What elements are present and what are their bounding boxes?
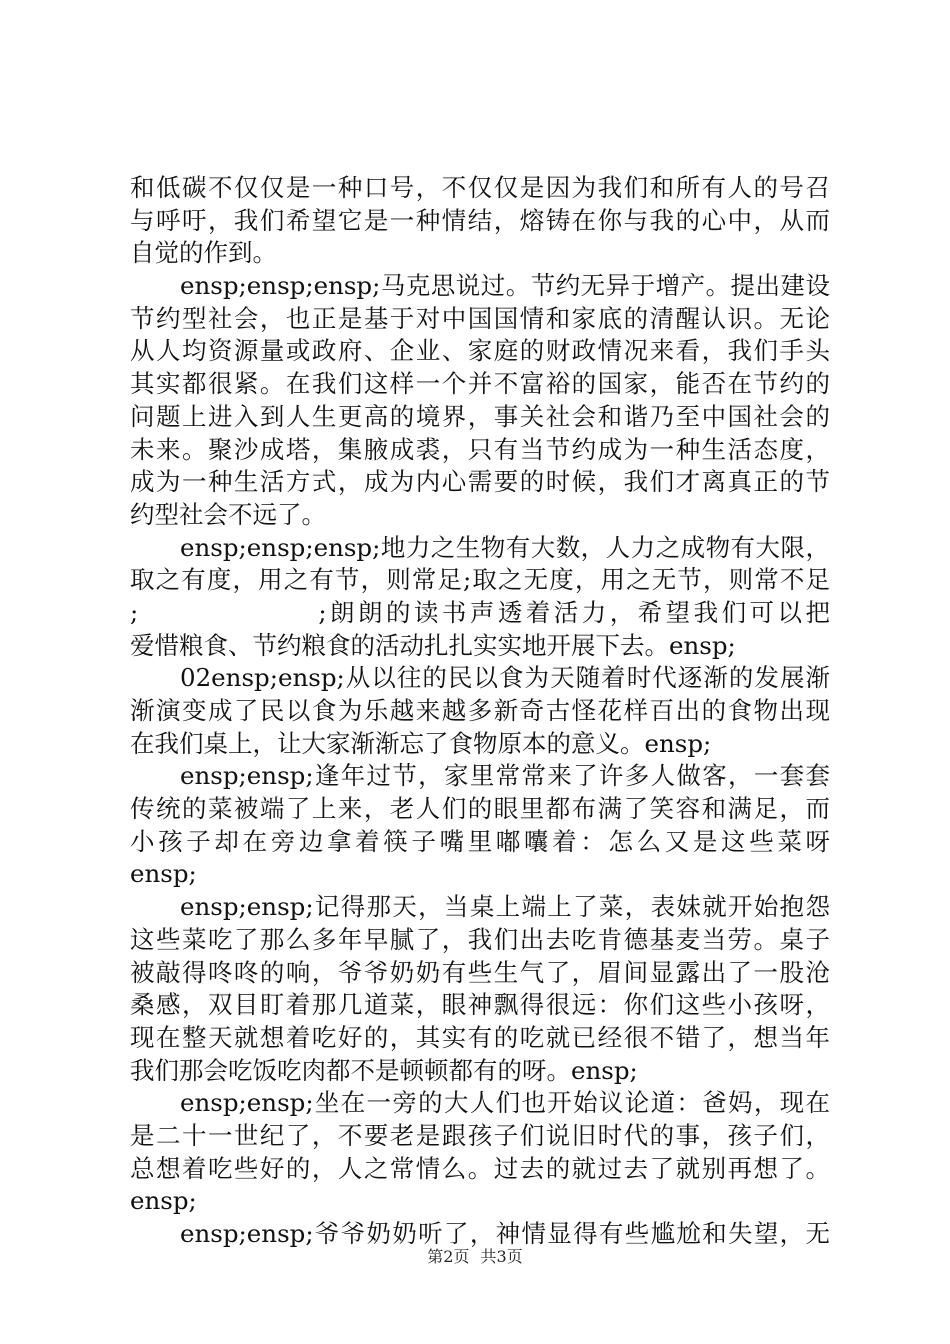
- text-line: 被敲得咚咚的响，爷爷奶奶有些生气了，眉间显露出了一股沧: [130, 957, 830, 987]
- text-line: 我们那会吃饭吃肉都不是顿顿都有的呀。ensp;: [130, 1055, 638, 1085]
- text-line: 这些菜吃了那么多年早腻了，我们出去吃肯德基麦当劳。桌子: [130, 924, 830, 954]
- paragraph: [130, 270, 830, 532]
- text-line: 传统的菜被端了上来，老人们的眼里都布满了笑容和满足，而: [130, 794, 830, 824]
- text-line: ensp;ensp;坐在一旁的大人们也开始议论道：爸妈，现在: [180, 1088, 830, 1118]
- page-number: 第2页: [427, 1247, 470, 1266]
- text-line: 自觉的作到。: [130, 238, 277, 268]
- document-body: [130, 172, 830, 1251]
- text-line: 其实都很紧。在我们这样一个并不富裕的国家，能否在节约的: [130, 369, 830, 399]
- text-line: 总想着吃些好的，人之常情么。过去的就过去了就别再想了。: [130, 1153, 830, 1183]
- text-line: ensp;ensp;ensp;马克思说过。节约无异于增产。提出建设: [180, 271, 830, 301]
- text-line: ensp;ensp;爷爷奶奶听了，神情显得有些尴尬和失望，无: [180, 1219, 830, 1248]
- text-line: 在我们桌上，让大家渐渐忘了食物原本的意义。ensp;: [130, 728, 712, 758]
- paragraph: [130, 532, 830, 663]
- text-line: 与呼吁，我们希望它是一种情结，熔铸在你与我的心中，从而: [130, 205, 830, 235]
- paragraph: [130, 891, 830, 1087]
- text-line: 渐演变成了民以食为乐越来越多新奇古怪花样百出的食物出现: [130, 696, 830, 725]
- text-line: ensp;: [130, 1186, 197, 1216]
- paragraph: [130, 1087, 830, 1218]
- text-line: 桑感，双目盯着那几道菜，眼神飘得很远：你们这些小孩呀，: [130, 990, 830, 1020]
- text-line: ensp;: [130, 859, 197, 889]
- text-line: 02ensp;ensp;从以往的民以食为天随着时代逐渐的发展渐: [180, 663, 830, 693]
- text-line: 取之有度，用之有节，则常足;取之无度，用之无节，则常不足: [130, 565, 830, 595]
- page-footer: [0, 1244, 950, 1267]
- text-line: 是二十一世纪了，不要老是跟孩子们说旧时代的事，孩子们，: [130, 1120, 830, 1150]
- paragraph: [130, 662, 830, 760]
- text-line: ensp;ensp;记得那天，当桌上端上了菜，表妹就开始抱怨: [180, 892, 830, 922]
- text-line: 爱惜粮食、节约粮食的活动扎扎实实地开展下去。ensp;: [130, 630, 736, 660]
- page-total: 共3页: [480, 1247, 523, 1266]
- paragraph: [130, 760, 830, 891]
- paragraph: [130, 172, 830, 270]
- text-line: 节约型社会，也正是基于对中国国情和家底的清醒认识。无论: [130, 303, 830, 333]
- text-line: 未来。聚沙成塔，集腋成裘，只有当节约成为一种生活态度，: [130, 434, 830, 464]
- text-line: 现在整天就想着吃好的，其实有的吃就已经很不错了，想当年: [130, 1022, 830, 1052]
- text-line: ensp;ensp;逢年过节，家里常常来了许多人做客，一套套: [180, 761, 830, 791]
- text-line: 和低碳不仅仅是一种口号，不仅仅是因为我们和所有人的号召: [130, 173, 830, 202]
- text-line: ensp;ensp;ensp;地力之生物有大数，人力之成物有大限，: [180, 532, 830, 562]
- text-line: 从人均资源量或政府、企业、家庭的财政情况来看，我们手头: [130, 336, 830, 366]
- text-line: ; ;朗朗的读书声透着活力，希望我们可以把: [130, 597, 830, 627]
- text-line: 小孩子却在旁边拿着筷子嘴里嘟囔着：怎么又是这些菜呀: [130, 826, 830, 856]
- text-line: 问题上进入到人生更高的境界，事关社会和谐乃至中国社会的: [130, 401, 830, 431]
- text-line: 成为一种生活方式，成为内心需要的时候，我们才离真正的节: [130, 467, 830, 497]
- text-line: 约型社会不远了。: [130, 499, 326, 529]
